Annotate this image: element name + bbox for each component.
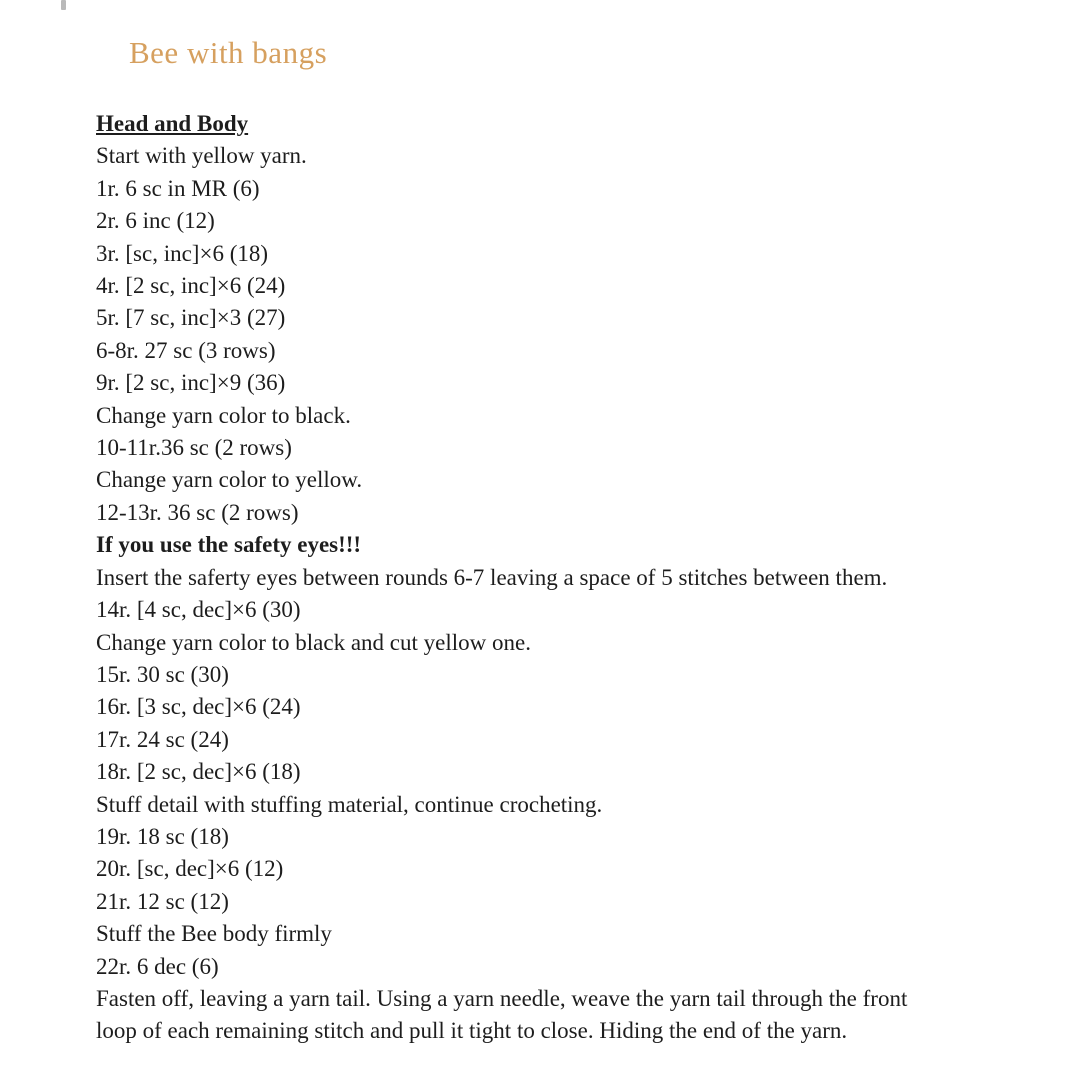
pattern-line: 18r. [2 sc, dec]×6 (18) (96, 759, 301, 785)
pattern-line: Change yarn color to yellow. (96, 467, 363, 493)
pattern-line: 1r. 6 sc in MR (6) (96, 175, 260, 201)
pattern-line: Start with yellow yarn. (96, 143, 307, 169)
pattern-line: 19r. 18 sc (18) (96, 823, 229, 849)
pattern-line: Stuff detail with stuffing material, continue crocheting. (96, 791, 603, 817)
pattern-line: 16r. [3 sc, dec]×6 (24) (96, 694, 301, 720)
pattern-line: 20r. [sc, dec]×6 (12) (96, 856, 284, 882)
pattern-line: 10-11r.36 sc (2 rows) (96, 435, 292, 461)
page-title: Bee with bangs (129, 35, 328, 70)
pattern-line: 4r. [2 sc, inc]×6 (24) (96, 273, 286, 299)
pattern-body (96, 108, 976, 1048)
pattern-line: 2r. 6 inc (12) (96, 208, 215, 234)
pattern-line: If you use the safety eyes!!! (96, 532, 362, 558)
pattern-lines (96, 140, 976, 1047)
pattern-line: 17r. 24 sc (24) (96, 726, 229, 752)
pattern-line: Change yarn color to black and cut yellow one. (96, 629, 531, 655)
section-heading: Head and Body (96, 111, 249, 136)
scan-artifact-speck (61, 0, 66, 10)
pattern-line: 14r. [4 sc, dec]×6 (30) (96, 597, 301, 623)
pattern-line: 5r. [7 sc, inc]×3 (27) (96, 305, 286, 331)
pattern-line: Insert the saferty eyes between rounds 6-7 leaving a space of 5 stitches between them. (96, 564, 888, 590)
pattern-line: 22r. 6 dec (6) (96, 953, 219, 979)
pattern-line: 12-13r. 36 sc (2 rows) (96, 499, 299, 525)
pattern-line: 21r. 12 sc (12) (96, 888, 229, 914)
pattern-line: 3r. [sc, inc]×6 (18) (96, 240, 269, 266)
pattern-line: 6-8r. 27 sc (3 rows) (96, 337, 276, 363)
pattern-line: Fasten off, leaving a yarn tail. Using a yarn needle, weave the yarn tail through the front (96, 985, 908, 1011)
pattern-line: Change yarn color to black. (96, 402, 351, 428)
pattern-line: Stuff the Bee body firmly (96, 921, 332, 947)
pattern-line: 15r. 30 sc (30) (96, 661, 229, 687)
pattern-line: loop of each remaining stitch and pull it tight to close. Hiding the end of the yarn. (96, 1018, 848, 1044)
pattern-line: 9r. [2 sc, inc]×9 (36) (96, 370, 286, 396)
